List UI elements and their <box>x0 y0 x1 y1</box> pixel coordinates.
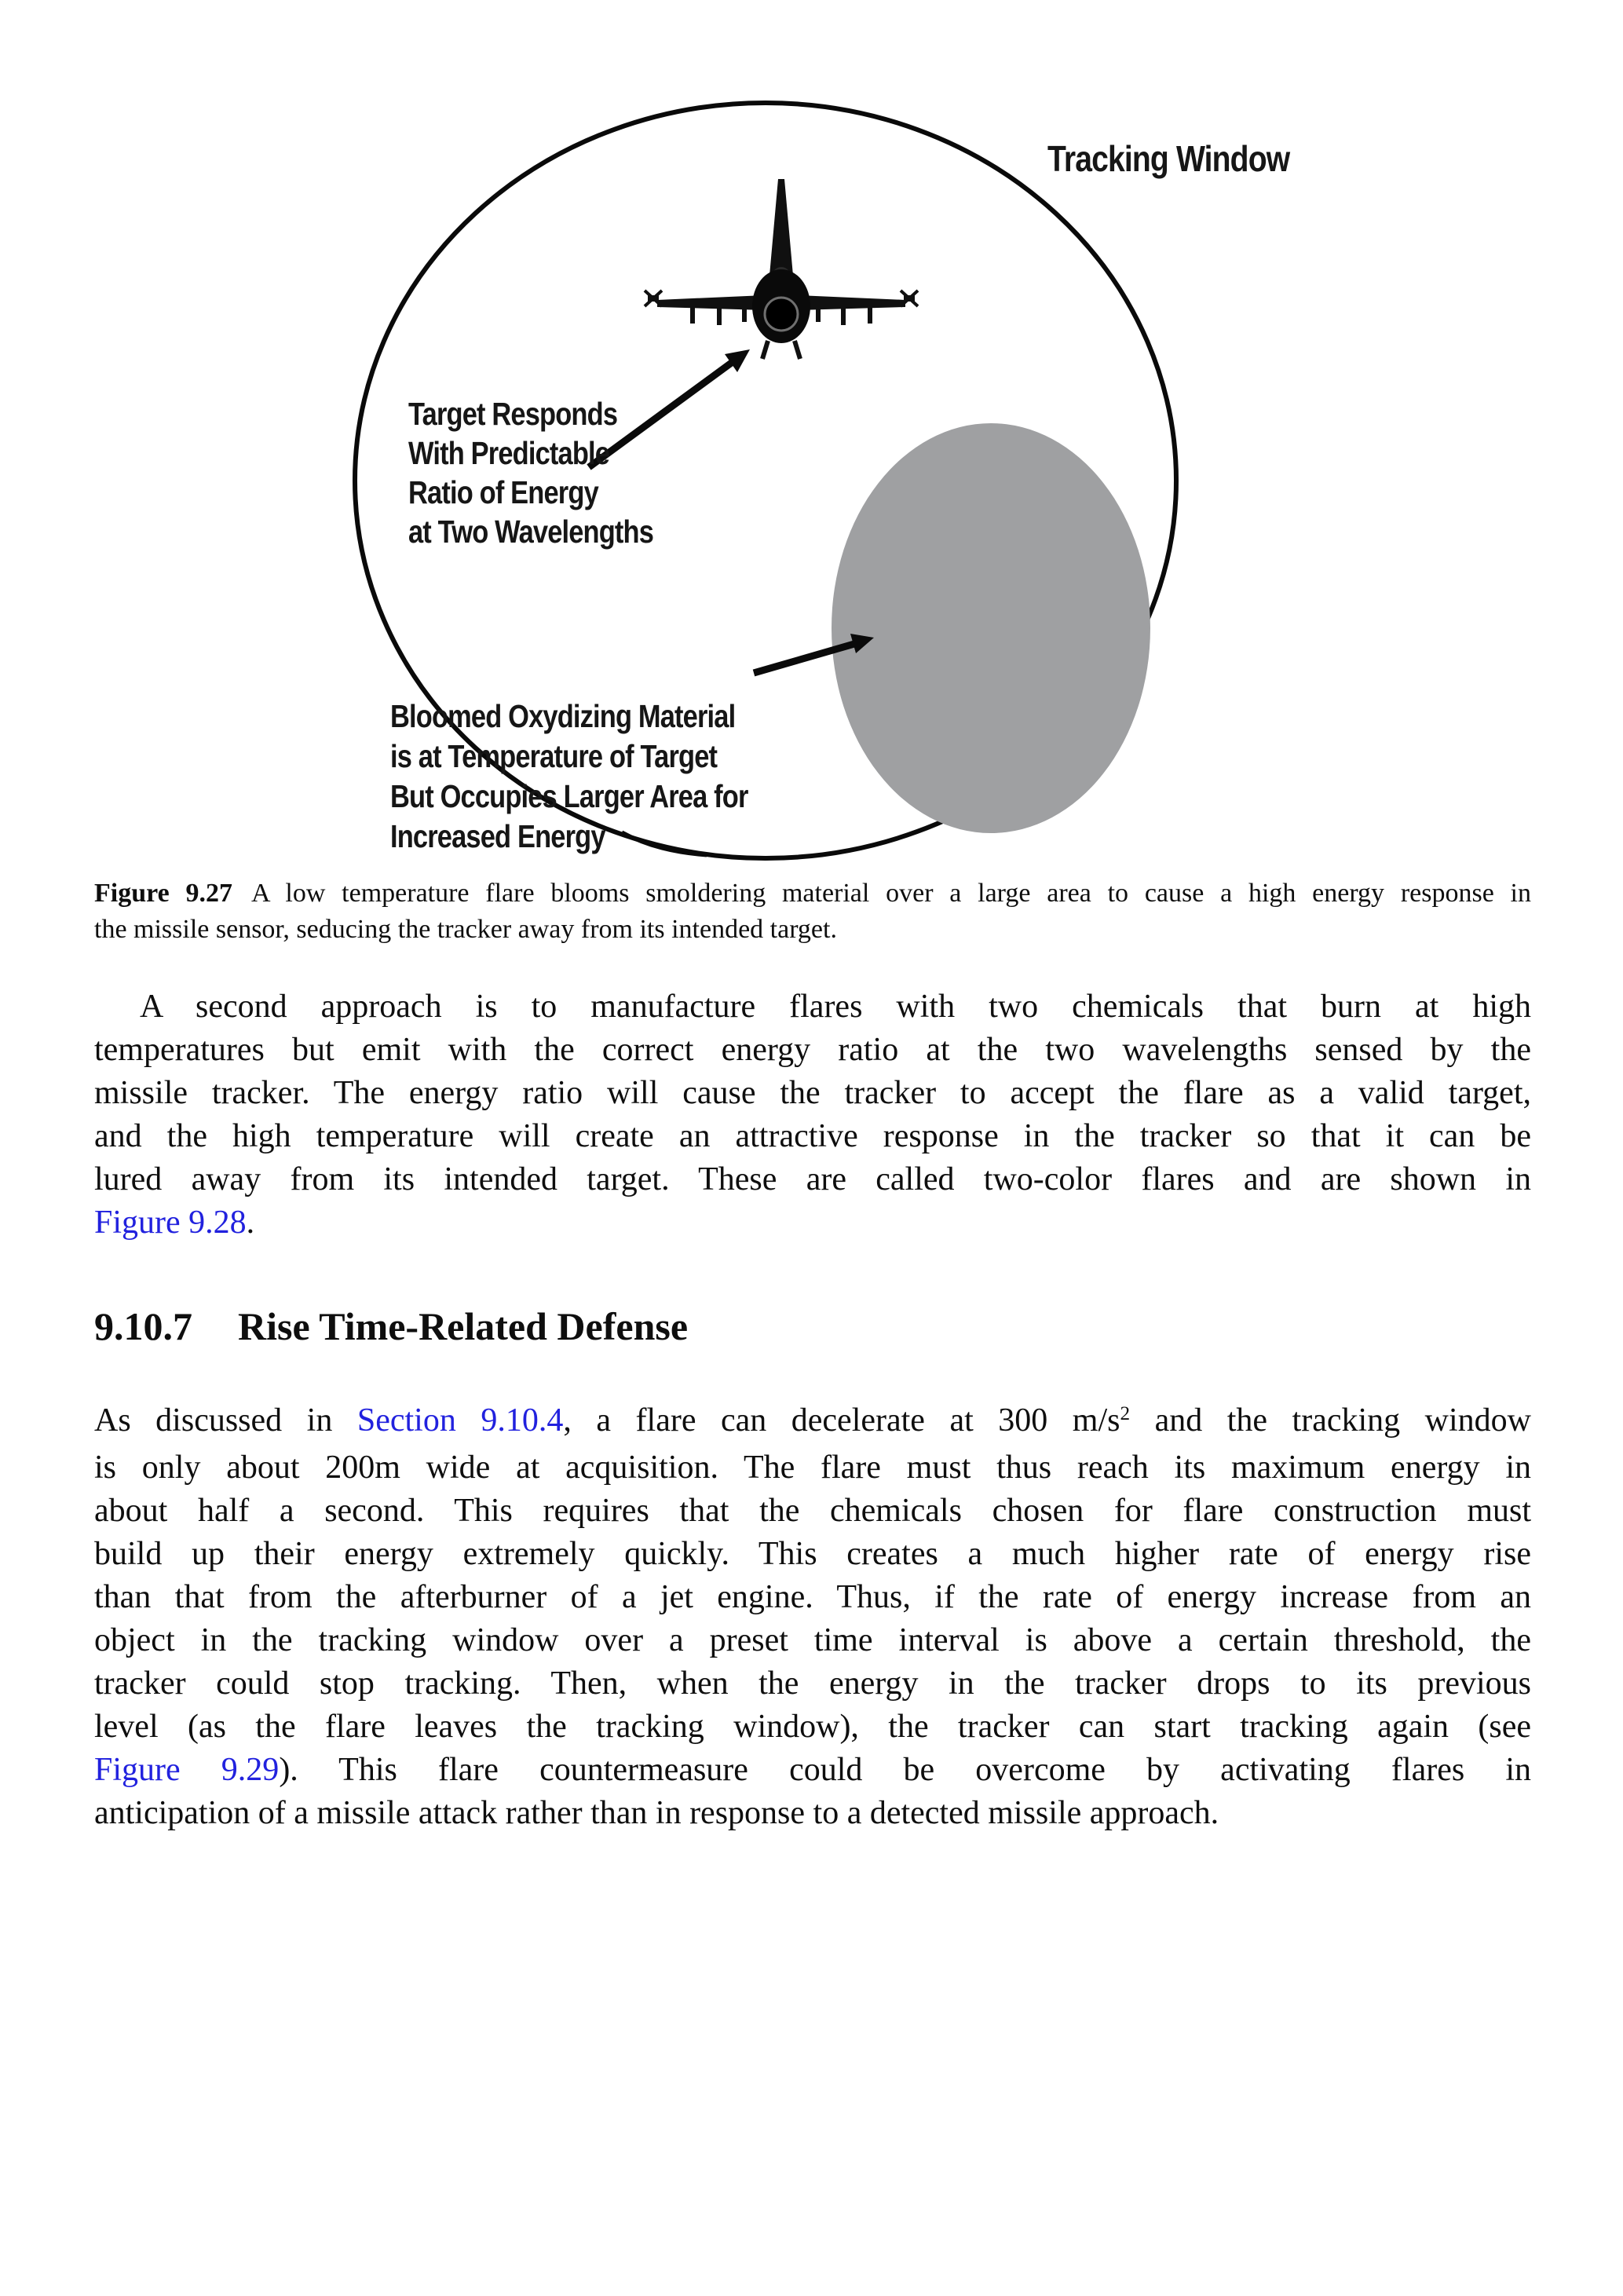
figure-9-29-link[interactable]: Figure 9.29 <box>94 1752 280 1788</box>
bloom-circle <box>832 423 1150 833</box>
target-label <box>408 397 653 550</box>
text-segment: 2 <box>1120 1403 1131 1425</box>
figure-caption <box>94 876 1531 948</box>
text-segment: A low temperature flare blooms smoldering material over a large area to cause a high energy response in <box>250 879 1531 908</box>
text-line <box>94 1619 1531 1662</box>
figure-9-28-link[interactable]: Figure 9.28 <box>94 1205 247 1241</box>
text-line <box>94 1158 1531 1201</box>
target-label-line: Ratio of Energy <box>408 475 598 511</box>
text-line <box>94 1490 1531 1533</box>
text-line <box>94 1792 1531 1835</box>
text-segment: . <box>246 1205 255 1241</box>
text-segment: , a flare can decelerate at 300 m/s <box>563 1402 1120 1439</box>
text-segment: tracker could stop tracking. Then, when the energy in the tracker drops to its previous <box>94 1665 1531 1702</box>
tracking-window-label: Tracking Window <box>1047 139 1290 180</box>
bloom-label-line: is at Temperature of Target <box>390 739 718 775</box>
text-line <box>94 1576 1531 1619</box>
text-line <box>94 1399 1531 1446</box>
text-segment: object in the tracking window over a preset time interval is above a certain threshold, the <box>94 1622 1531 1658</box>
text-line <box>94 1662 1531 1706</box>
text-segment: lured away from its intended target. These are called two-color flares and are shown in <box>94 1161 1531 1197</box>
section-9-10-4-link[interactable]: Section 9.10.4 <box>356 1402 564 1439</box>
text-segment: and the tracking window <box>1130 1402 1531 1439</box>
target-label-line: Target Responds <box>408 397 618 433</box>
caption-figure-label: Figure 9.27 <box>94 879 232 908</box>
target-label-line: With Predictable <box>408 436 610 472</box>
text-line <box>94 1706 1531 1749</box>
text-segment: about half a second. This requires that the chemicals chosen for flare construction must <box>94 1493 1531 1529</box>
bloom-label <box>390 699 749 854</box>
text-segment: As discussed in <box>94 1402 357 1439</box>
text-line <box>94 1446 1531 1490</box>
text-segment: temperatures but emit with the correct energy ratio at the two wavelengths sensed by the <box>94 1032 1531 1068</box>
aircraft-icon <box>645 179 918 359</box>
text-line <box>94 1072 1531 1115</box>
text-segment: anticipation of a missile attack rather than in response to a detected missile approach. <box>94 1795 1219 1831</box>
text-segment: than that from the afterburner of a jet engine. Thus, if the rate of energy increase from an <box>94 1579 1531 1615</box>
text-segment: ). This flare countermeasure could be overcome by activating flares in <box>279 1752 1532 1788</box>
section-number: 9.10.7 <box>94 1304 192 1348</box>
text-segment: A second approach is to manufacture flares with two chemicals that burn at high <box>140 989 1531 1025</box>
paragraph-two-color-flares <box>94 985 1531 1245</box>
text-segment: the missile sensor, seducing the tracker away from its intended target. <box>94 915 837 944</box>
figure-9-27-diagram <box>314 47 1335 864</box>
text-line <box>94 985 1531 1029</box>
text-line <box>94 1533 1531 1576</box>
text-line <box>94 1201 1531 1245</box>
text-segment: is only about 200m wide at acquisition. The flare must thus reach its maximum energy in <box>94 1450 1531 1486</box>
section-title: Rise Time-Related Defense <box>238 1304 689 1348</box>
text-segment: level (as the flare leaves the tracking window), the tracker can start tracking again (see <box>94 1709 1531 1745</box>
paragraph-rise-time-defense <box>94 1399 1531 1835</box>
text-line <box>94 912 1531 948</box>
target-label-line: at Two Wavelengths <box>408 514 654 550</box>
text-segment: and the high temperature will create an attractive response in the tracker so that it can be <box>94 1118 1531 1154</box>
text-line <box>94 1029 1531 1072</box>
bloom-label-line: But Occupies Larger Area for <box>390 779 748 815</box>
text-segment: build up their energy extremely quickly. This creates a much higher rate of energy rise <box>94 1536 1531 1572</box>
section-heading <box>94 1303 1531 1349</box>
text-segment: missile tracker. The energy ratio will cause the tracker to accept the flare as a valid target, <box>94 1075 1531 1111</box>
text-line <box>94 1749 1531 1792</box>
bloom-label-line: Bloomed Oxydizing Material <box>390 699 736 735</box>
bloom-label-line: Increased Energy <box>390 819 605 855</box>
text-line <box>94 876 1531 912</box>
text-line <box>94 1115 1531 1158</box>
